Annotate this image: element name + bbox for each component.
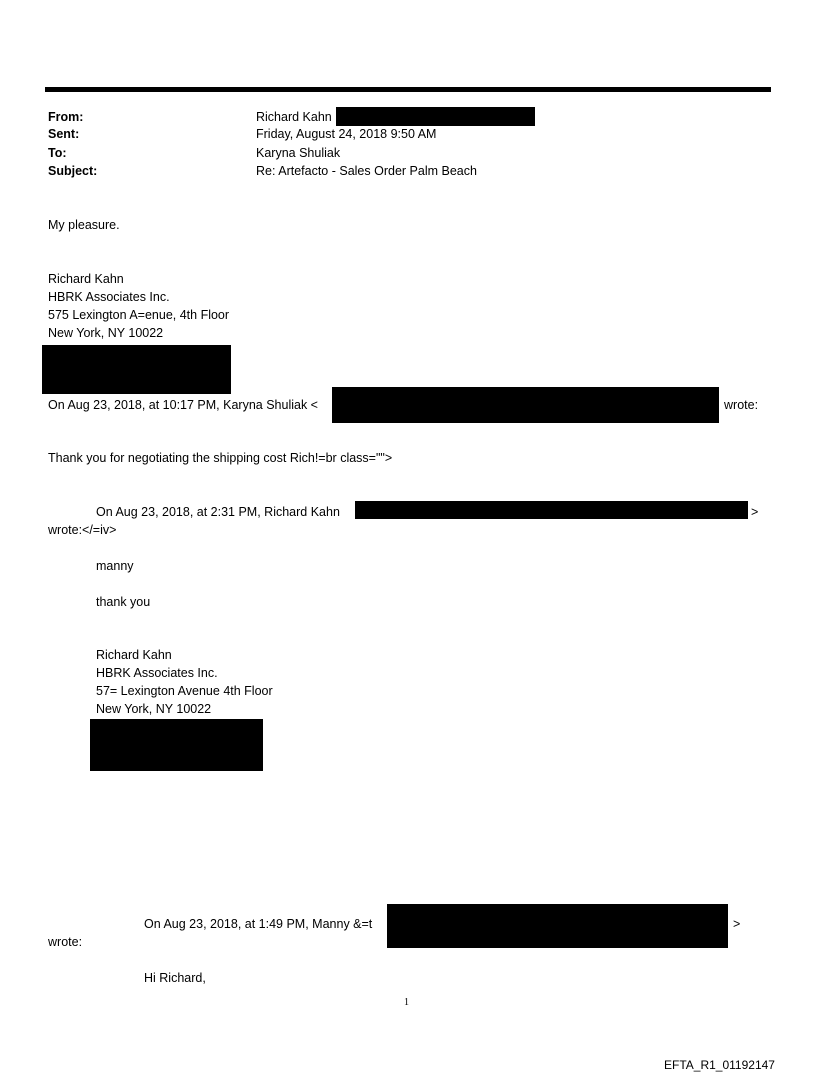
redaction-box — [336, 107, 535, 126]
redaction-box — [42, 345, 231, 394]
signature-line: 57= Lexington Avenue 4th Floor — [96, 684, 273, 698]
redaction-box — [90, 719, 263, 771]
redaction-box — [387, 904, 728, 948]
from-label: From: — [48, 110, 84, 124]
quote3-gt: > — [733, 917, 741, 931]
quote3-greeting: Hi Richard, — [144, 971, 206, 985]
quote2-gt: > — [751, 505, 759, 519]
subject-value: Re: Artefacto - Sales Order Palm Beach — [256, 164, 477, 178]
quote2-wrote: wrote:</=iv> — [48, 523, 117, 537]
to-label: To: — [48, 146, 67, 160]
page-number: 1 — [404, 997, 409, 1008]
sent-value: Friday, August 24, 2018 9:50 AM — [256, 127, 437, 141]
signature-line: New York, NY 10022 — [96, 702, 212, 716]
signature-line: HBRK Associates Inc. — [96, 666, 218, 680]
quote1-wrote: wrote: — [724, 398, 759, 412]
sent-label: Sent: — [48, 127, 80, 141]
greeting-text: My pleasure. — [48, 218, 120, 232]
from-value: Richard Kahn — [256, 110, 332, 124]
quote1-text: Thank you for negotiating the shipping cost Rich!=br class=""> — [48, 451, 393, 465]
to-value: Karyna Shuliak — [256, 146, 341, 160]
signature-line: 575 Lexington A=enue, 4th Floor — [48, 308, 230, 322]
signature-line: New York, NY 10022 — [48, 326, 164, 340]
quote2-header: On Aug 23, 2018, at 2:31 PM, Richard Kahn — [96, 505, 340, 519]
signature-line: HBRK Associates Inc. — [48, 290, 170, 304]
quote2-line: thank you — [96, 595, 151, 609]
quote3-header: On Aug 23, 2018, at 1:49 PM, Manny &=t — [144, 917, 373, 931]
quote3-wrote: wrote: — [48, 935, 83, 949]
redaction-box — [355, 501, 748, 519]
header-rule — [45, 87, 771, 92]
quote1-header: On Aug 23, 2018, at 10:17 PM, Karyna Shuliak < — [48, 398, 318, 412]
signature-line: Richard Kahn — [48, 272, 124, 286]
redaction-box — [332, 387, 719, 423]
signature-line: Richard Kahn — [96, 648, 172, 662]
subject-label: Subject: — [48, 164, 98, 178]
document-id: EFTA_R1_01192147 — [664, 1058, 775, 1072]
quote2-line: manny — [96, 559, 134, 573]
